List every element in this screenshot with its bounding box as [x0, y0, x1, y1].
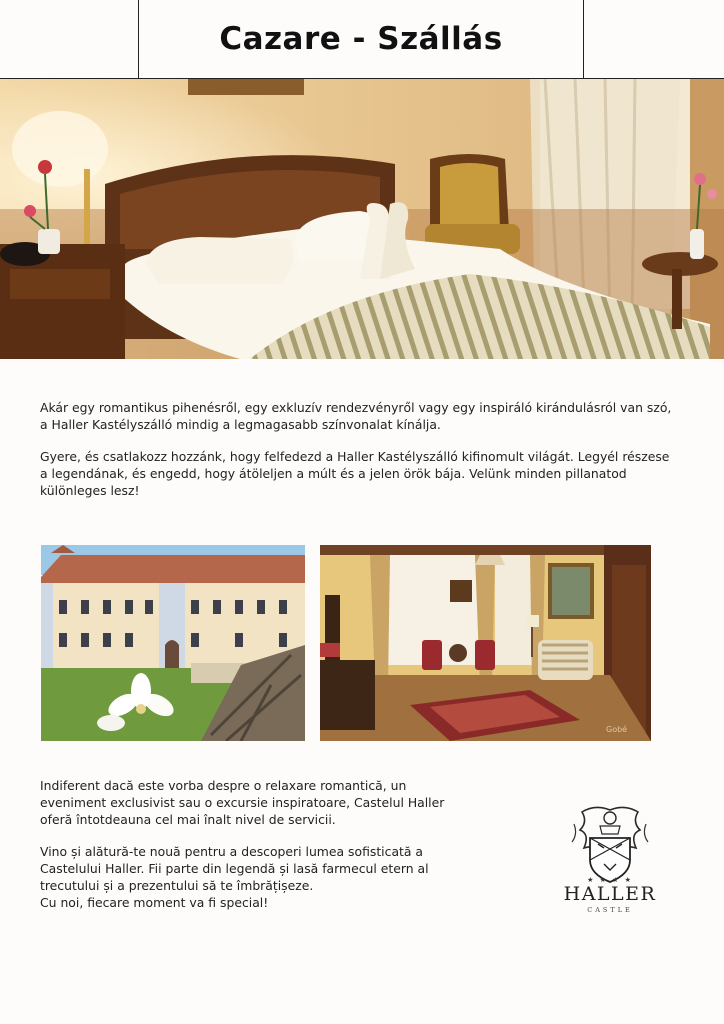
castle-exterior-photo — [41, 545, 305, 741]
hero-room-photo — [0, 79, 724, 359]
romanian-paragraph-3: Cu noi, fiecare moment va fi special! — [40, 895, 269, 910]
title-box — [138, 0, 584, 78]
coat-of-arms-icon — [560, 804, 660, 884]
page-header — [0, 0, 724, 79]
romanian-paragraph-2: Vino și alătură-te nouă pentru a descoperi lumea sofisticată a Castelului Haller. Fii parte din legendă și lasă farmecul etern al trecutului și a prezentului să te îmbrățișeze. — [40, 844, 429, 893]
logo-wordmark: HALLER — [563, 883, 657, 905]
hungarian-paragraph-2: Gyere, és csatlakozz hozzánk, hogy felfedezd a Haller Kastélyszálló kifinomult világát. Legyél részese a legendának, és engedd, hogy átöleljen a múlt és a jelen örök bája. Velünk minden pillanatod különleges lesz! — [40, 449, 670, 498]
interior-salon-photo — [320, 545, 651, 741]
hungarian-paragraph-1: Akár egy romantikus pihenésről, egy exkluzív rendezvényről vagy egy inspiráló kirándulásról van szó, a Haller Kastélyszálló mindig a legmagasabb színvonalat kínálja. — [40, 400, 672, 432]
logo-subtitle: CASTLE — [587, 906, 633, 914]
romanian-paragraph-1: Indiferent dacă este vorba despre o relaxare romantică, un eveniment exclusivist sau o excursie inspiratoare, Castelul Haller oferă întotdeauna cel mai înalt nivel de servicii. — [40, 778, 445, 827]
page-title: Cazare - Szállás — [219, 21, 503, 57]
photo-watermark: Gobé — [606, 725, 628, 734]
logo-stars: ★ ★ ★ ★ — [587, 876, 633, 884]
